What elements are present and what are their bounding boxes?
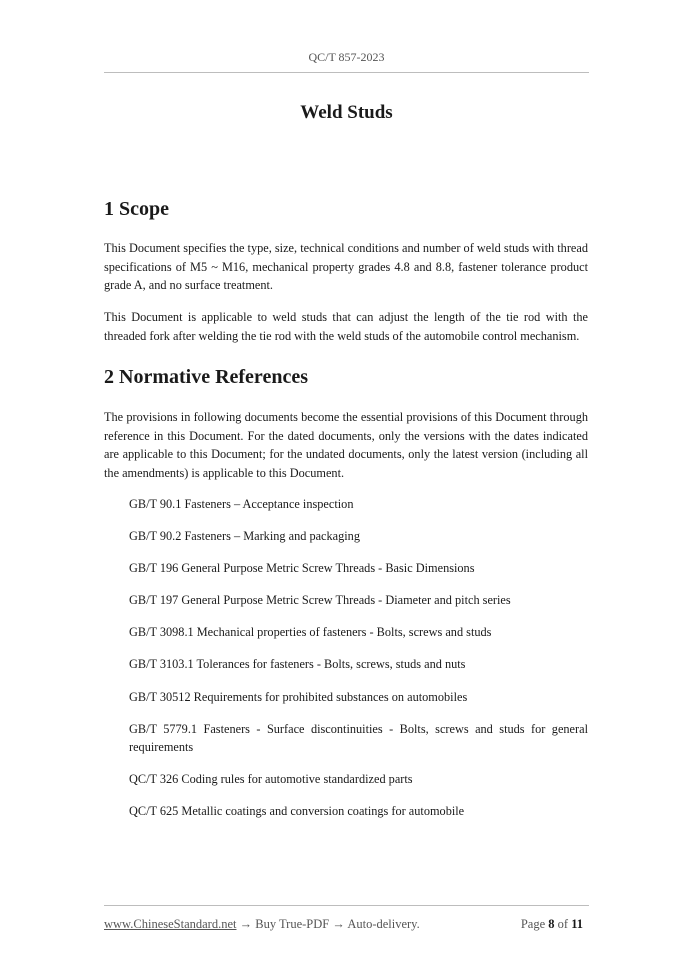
list-item: QC/T 326 Coding rules for automotive standardized parts [129,772,413,787]
arrow-right-icon: → [239,917,253,931]
document-title: Weld Studs [300,102,393,123]
page-label: Page [520,917,546,931]
scope-text-2: This Document is applicable to weld studs that can adjust the length of the tie rod with the threaded fork after welding the tie rod with the weld studs of the automobile control mechanism. [104,310,588,343]
section-heading-scope: 1 Scope [104,198,169,220]
list-item: GB/T 90.1 Fasteners – Acceptance inspection [129,497,354,511]
list-item: QC/T 625 Metallic coatings and conversion coatings for automobile [129,804,465,819]
list-item: GB/T 3103.1 Tolerances for fasteners - Bolts, screws, studs and nuts [129,657,466,672]
header-divider [104,72,589,73]
list-item: GB/T 5779.1 Fasteners - Surface discontinuities - Bolts, screws and studs for general requirements [129,721,588,755]
footer-promo [104,917,420,932]
running-header: QC/T 857-2023 [308,50,385,64]
scope-paragraph-2 [104,308,588,345]
section-heading-normative-references: 2 Normative References [104,366,308,388]
page-indicator [521,917,583,932]
normative-intro-paragraph [104,408,588,482]
normative-intro-text: The provisions in following documents become the essential provisions of this Document through reference in this Document. For the dated documents, only the versions with the dates indicated are applicable to this Document; for the undated documents, only the latest version (including all the amendments) is applicable to this Document. [104,410,588,480]
page-current: 8 [548,917,555,931]
arrow-right-icon: → [332,917,345,931]
footer-divider [104,905,589,906]
buy-text: Buy True-PDF [255,917,330,931]
list-item: GB/T 3098.1 Mechanical properties of fasteners - Bolts, screws and studs [129,625,492,640]
list-item: GB/T 90.2 Fasteners – Marking and packaging [129,529,360,544]
page-total: 11 [571,917,583,931]
page-of: of [557,917,569,931]
scope-text-1: This Document specifies the type, size, technical conditions and number of weld studs with thread specifications of M5 ~ M16, mechanical property grades 4.8 and 8.8, fastener tolerance product grade A, and no surface treatment. [104,241,588,293]
reference-list [129,495,588,835]
site-link[interactable]: www.ChineseStandard.net [104,917,237,931]
list-item: GB/T 30512 Requirements for prohibited substances on automobiles [129,689,468,704]
scope-paragraph-1 [104,239,588,295]
list-item: GB/T 196 General Purpose Metric Screw Threads - Basic Dimensions [129,561,475,576]
list-item: GB/T 197 General Purpose Metric Screw Threads - Diameter and pitch series [129,593,511,608]
delivery-text: Auto-delivery. [347,917,420,931]
